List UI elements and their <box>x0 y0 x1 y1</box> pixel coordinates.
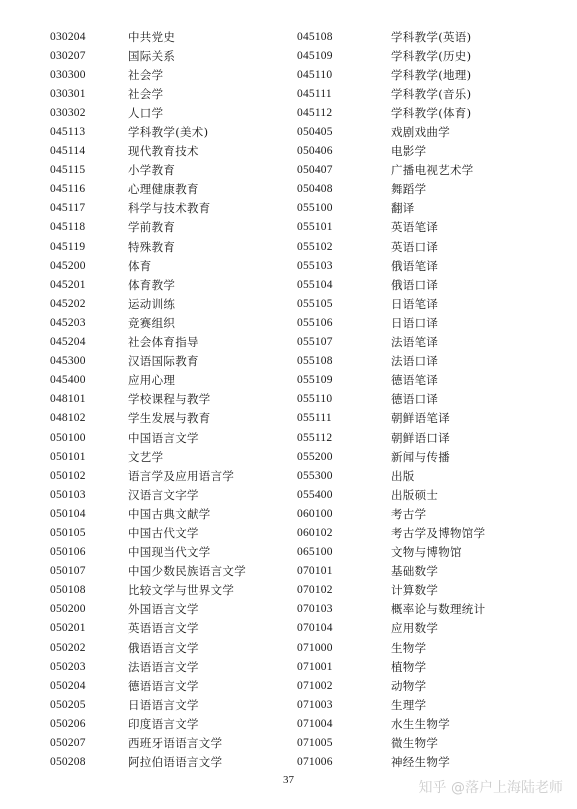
table-row <box>297 142 485 161</box>
table-row <box>297 122 485 141</box>
subject-code: 070101 <box>297 565 333 578</box>
subject-code: 048102 <box>50 412 86 425</box>
subject-code: 050408 <box>297 183 333 196</box>
subject-code: 050202 <box>50 641 86 654</box>
subject-code: 050407 <box>297 164 333 177</box>
subject-name: 电影学 <box>391 144 427 159</box>
subject-code: 071001 <box>297 660 333 673</box>
subject-code: 055100 <box>297 202 333 215</box>
subject-code: 045400 <box>50 374 86 387</box>
table-row <box>50 161 246 180</box>
subject-code: 055109 <box>297 374 333 387</box>
subject-name: 学生发展与教育 <box>128 411 211 426</box>
table-row <box>50 333 246 352</box>
subject-code: 050205 <box>50 698 86 711</box>
subject-code: 050103 <box>50 488 86 501</box>
table-row <box>50 428 246 447</box>
subject-code: 045117 <box>50 202 86 215</box>
subject-name: 广播电视艺术学 <box>391 163 474 178</box>
subject-name: 朝鲜语笔译 <box>391 411 450 426</box>
table-row <box>297 333 485 352</box>
subject-code: 050104 <box>50 507 86 520</box>
subject-code: 055108 <box>297 355 333 368</box>
subject-name: 俄语笔译 <box>391 258 439 273</box>
subject-name: 现代教育技术 <box>128 144 199 159</box>
subject-name: 中国现当代文学 <box>128 545 211 560</box>
subject-name: 微生物学 <box>391 736 439 751</box>
subject-code: 055106 <box>297 316 333 329</box>
subject-code: 050203 <box>50 660 86 673</box>
subject-code: 071002 <box>297 679 333 692</box>
subject-code: 045201 <box>50 278 86 291</box>
table-row <box>297 695 485 714</box>
table-row <box>297 657 485 676</box>
table-row <box>297 161 485 180</box>
table-row <box>50 390 246 409</box>
subject-code: 045114 <box>50 145 86 158</box>
table-row <box>50 199 246 218</box>
subject-code: 070103 <box>297 603 333 616</box>
subject-name: 文艺学 <box>128 449 164 464</box>
table-row <box>50 84 246 103</box>
subject-code: 055200 <box>297 450 333 463</box>
table-row <box>297 466 485 485</box>
table-row <box>50 523 246 542</box>
table-row <box>50 313 246 332</box>
subject-code: 030204 <box>50 30 86 43</box>
table-row <box>297 313 485 332</box>
table-row <box>50 676 246 695</box>
subject-name: 学科教学(地理) <box>391 67 472 82</box>
subject-name: 社会学 <box>128 86 164 101</box>
subject-code: 050206 <box>50 717 86 730</box>
subject-name: 计算数学 <box>391 583 439 598</box>
table-row <box>50 638 246 657</box>
table-row <box>50 485 246 504</box>
subject-name: 考古学 <box>391 506 427 521</box>
subject-code: 045116 <box>50 183 86 196</box>
subject-name: 朝鲜语口译 <box>391 430 450 445</box>
table-row <box>50 237 246 256</box>
subject-name: 舞蹈学 <box>391 182 427 197</box>
subject-code: 030300 <box>50 68 86 81</box>
table-row <box>297 753 485 772</box>
subject-name: 俄语语言文学 <box>128 640 199 655</box>
subject-code: 055101 <box>297 221 333 234</box>
subject-code: 071004 <box>297 717 333 730</box>
table-row <box>297 46 485 65</box>
table-row <box>50 122 246 141</box>
table-row <box>297 504 485 523</box>
subject-name: 中国古代文学 <box>128 525 199 540</box>
subject-code: 045115 <box>50 164 86 177</box>
table-row <box>297 352 485 371</box>
subject-code: 045202 <box>50 297 86 310</box>
subject-name: 法语口译 <box>391 354 439 369</box>
right-column <box>297 27 485 772</box>
subject-code: 045108 <box>297 30 333 43</box>
subject-name: 社会学 <box>128 67 164 82</box>
table-row <box>50 46 246 65</box>
subject-name: 中共党史 <box>128 29 176 44</box>
subject-name: 体育教学 <box>128 277 176 292</box>
subject-code: 045118 <box>50 221 86 234</box>
subject-code: 055103 <box>297 259 333 272</box>
subject-code: 050107 <box>50 565 86 578</box>
subject-code: 055300 <box>297 469 333 482</box>
subject-code: 071005 <box>297 737 333 750</box>
subject-name: 概率论与数理统计 <box>391 602 486 617</box>
subject-code: 045109 <box>297 49 333 62</box>
subject-code: 055400 <box>297 488 333 501</box>
subject-code: 050105 <box>50 526 86 539</box>
subject-name: 学科教学(英语) <box>391 29 472 44</box>
subject-code: 030301 <box>50 87 86 100</box>
table-row <box>297 371 485 390</box>
table-row <box>297 199 485 218</box>
subject-code: 045204 <box>50 336 86 349</box>
table-row <box>50 714 246 733</box>
table-row <box>50 657 246 676</box>
subject-name: 学前教育 <box>128 220 176 235</box>
table-row <box>50 275 246 294</box>
table-row <box>50 371 246 390</box>
table-row <box>50 65 246 84</box>
table-row <box>50 27 246 46</box>
subject-code: 070104 <box>297 622 333 635</box>
table-row <box>50 581 246 600</box>
subject-code: 030207 <box>50 49 86 62</box>
table-row <box>297 256 485 275</box>
subject-code: 055104 <box>297 278 333 291</box>
table-row <box>50 352 246 371</box>
subject-name: 出版 <box>391 468 415 483</box>
subject-name: 出版硕士 <box>391 487 439 502</box>
subject-code: 045300 <box>50 355 86 368</box>
subject-name: 特殊教育 <box>128 239 176 254</box>
table-row <box>297 733 485 752</box>
table-row <box>50 543 246 562</box>
subject-name: 比较文学与世界文学 <box>128 583 235 598</box>
subject-code: 045113 <box>50 126 86 139</box>
subject-code: 060100 <box>297 507 333 520</box>
table-row <box>50 733 246 752</box>
subject-name: 科学与技术教育 <box>128 201 211 216</box>
subject-name: 小学教育 <box>128 163 176 178</box>
subject-code: 050204 <box>50 679 86 692</box>
subject-code: 045203 <box>50 316 86 329</box>
subject-name: 国际关系 <box>128 48 176 63</box>
table-row <box>50 562 246 581</box>
subject-name: 社会体育指导 <box>128 335 199 350</box>
subject-code: 045112 <box>297 106 333 119</box>
subject-name: 学校课程与教学 <box>128 392 211 407</box>
table-row <box>297 237 485 256</box>
subject-code: 050106 <box>50 546 86 559</box>
subject-name: 中国少数民族语言文学 <box>128 564 246 579</box>
subject-code: 050108 <box>50 584 86 597</box>
table-row <box>297 600 485 619</box>
subject-code: 050201 <box>50 622 86 635</box>
table-row <box>297 65 485 84</box>
table-row <box>297 562 485 581</box>
subject-code: 055105 <box>297 297 333 310</box>
subject-code: 050207 <box>50 737 86 750</box>
table-row <box>297 103 485 122</box>
table-row <box>50 103 246 122</box>
subject-name: 动物学 <box>391 678 427 693</box>
left-column <box>50 27 246 772</box>
table-row <box>297 180 485 199</box>
table-row <box>297 581 485 600</box>
subject-code: 045110 <box>297 68 333 81</box>
subject-code: 070102 <box>297 584 333 597</box>
subject-name: 学科教学(历史) <box>391 48 472 63</box>
subject-name: 新闻与传播 <box>391 449 450 464</box>
subject-name: 法语语言文学 <box>128 659 199 674</box>
subject-name: 英语笔译 <box>391 220 439 235</box>
subject-code: 045119 <box>50 240 86 253</box>
subject-name: 德语语言文学 <box>128 678 199 693</box>
subject-name: 应用心理 <box>128 373 176 388</box>
subject-name: 德语口译 <box>391 392 439 407</box>
subject-name: 生物学 <box>391 640 427 655</box>
subject-code: 045111 <box>297 87 332 100</box>
table-row <box>297 523 485 542</box>
subject-name: 学科教学(音乐) <box>391 86 472 101</box>
subject-code: 050200 <box>50 603 86 616</box>
table-row <box>297 485 485 504</box>
subject-name: 阿拉伯语语言文学 <box>128 755 223 770</box>
subject-name: 体育 <box>128 258 152 273</box>
subject-name: 日语口译 <box>391 315 439 330</box>
subject-name: 基础数学 <box>391 564 439 579</box>
table-row <box>297 676 485 695</box>
table-row <box>50 504 246 523</box>
table-row <box>50 142 246 161</box>
subject-name: 汉语言文字学 <box>128 487 199 502</box>
subject-code: 071003 <box>297 698 333 711</box>
subject-name: 翻译 <box>391 201 415 216</box>
table-row <box>50 218 246 237</box>
subject-name: 俄语口译 <box>391 277 439 292</box>
subject-name: 日语笔译 <box>391 296 439 311</box>
table-row <box>50 447 246 466</box>
subject-code: 071000 <box>297 641 333 654</box>
table-row <box>297 409 485 428</box>
subject-code: 055112 <box>297 431 333 444</box>
subject-name: 神经生物学 <box>391 755 450 770</box>
table-row <box>50 600 246 619</box>
subject-name: 考古学及博物馆学 <box>391 525 486 540</box>
subject-name: 日语语言文学 <box>128 697 199 712</box>
table-row <box>297 428 485 447</box>
subject-code: 048101 <box>50 393 86 406</box>
subject-code: 050101 <box>50 450 86 463</box>
subject-name: 生理学 <box>391 697 427 712</box>
table-row <box>297 27 485 46</box>
subject-name: 心理健康教育 <box>128 182 199 197</box>
subject-code: 060102 <box>297 526 333 539</box>
subject-name: 运动训练 <box>128 296 176 311</box>
table-row <box>50 180 246 199</box>
subject-code: 050208 <box>50 756 86 769</box>
table-row <box>297 714 485 733</box>
subject-code: 045200 <box>50 259 86 272</box>
table-row <box>297 275 485 294</box>
subject-code: 071006 <box>297 756 333 769</box>
subject-name: 语言学及应用语言学 <box>128 468 235 483</box>
subject-code: 055107 <box>297 336 333 349</box>
subject-name: 学科教学(体育) <box>391 105 472 120</box>
subject-code: 030302 <box>50 106 86 119</box>
subject-name: 戏剧戏曲学 <box>391 125 450 140</box>
subject-name: 法语笔译 <box>391 335 439 350</box>
subject-code: 050102 <box>50 469 86 482</box>
subject-code: 050100 <box>50 431 86 444</box>
table-row <box>50 753 246 772</box>
subject-code: 050406 <box>297 145 333 158</box>
subject-code: 055110 <box>297 393 333 406</box>
table-row <box>50 409 246 428</box>
subject-code: 055111 <box>297 412 332 425</box>
subject-code: 050405 <box>297 126 333 139</box>
subject-name: 人口学 <box>128 105 164 120</box>
subject-name: 应用数学 <box>391 621 439 636</box>
subject-name: 水生生物学 <box>391 716 450 731</box>
page-number: 37 <box>283 774 294 786</box>
subject-name: 西班牙语语言文学 <box>128 736 223 751</box>
subject-name: 文物与博物馆 <box>391 545 462 560</box>
table-row <box>297 218 485 237</box>
table-row <box>297 390 485 409</box>
table-row <box>50 619 246 638</box>
subject-name: 汉语国际教育 <box>128 354 199 369</box>
subject-name: 植物学 <box>391 659 427 674</box>
subject-name: 外国语言文学 <box>128 602 199 617</box>
subject-name: 印度语言文学 <box>128 716 199 731</box>
subject-name: 英语语言文学 <box>128 621 199 636</box>
table-row <box>297 638 485 657</box>
subject-name: 学科教学(美术) <box>128 125 209 140</box>
table-row <box>297 619 485 638</box>
subject-name: 英语口译 <box>391 239 439 254</box>
subject-name: 中国古典文献学 <box>128 506 211 521</box>
subject-name: 中国语言文学 <box>128 430 199 445</box>
watermark: 知乎 @落户上海陆老师 <box>418 780 563 796</box>
subject-name: 德语笔译 <box>391 373 439 388</box>
subject-code: 055102 <box>297 240 333 253</box>
table-row <box>50 695 246 714</box>
table-row <box>297 447 485 466</box>
table-row <box>297 294 485 313</box>
table-row <box>50 294 246 313</box>
table-row <box>297 84 485 103</box>
subject-name: 竞赛组织 <box>128 315 176 330</box>
table-row <box>50 466 246 485</box>
table-row <box>50 256 246 275</box>
subject-code: 065100 <box>297 546 333 559</box>
table-row <box>297 543 485 562</box>
